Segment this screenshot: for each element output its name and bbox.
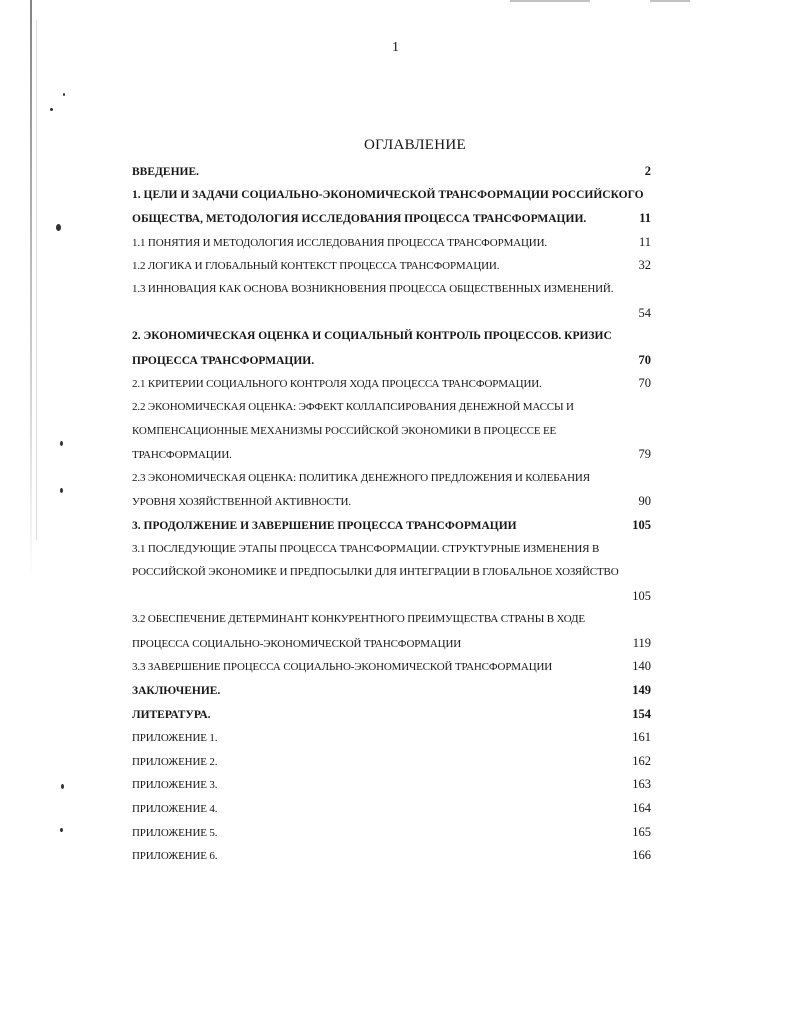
scan-edge-artifact [30, 0, 32, 580]
toc-entry [132, 207, 651, 231]
toc-entry-title: ПРИЛОЖЕНИЕ 3. [132, 779, 218, 792]
scan-speck [56, 224, 61, 231]
toc-entry [132, 231, 651, 255]
toc-entry-title: 3.1 ПОСЛЕДУЮЩИЕ ЭТАПЫ ПРОЦЕССА ТРАНСФОРМАЦИИ. СТРУКТУРНЫЕ ИЗМЕНЕНИЯ В [132, 542, 600, 555]
table-of-contents [132, 160, 651, 868]
toc-entry-page: 2 [644, 164, 651, 178]
toc-entry [132, 655, 651, 679]
scan-top-artifact [650, 0, 690, 2]
toc-entry-title: ПРИЛОЖЕНИЕ 4. [132, 803, 218, 816]
toc-entry [132, 561, 651, 585]
toc-entry-title: 1.3 ИННОВАЦИЯ КАК ОСНОВА ВОЗНИКНОВЕНИЯ ПРОЦЕССА ОБЩЕСТВЕННЫХ ИЗМЕНЕНИЙ. [132, 282, 614, 295]
toc-entry-title: 2. ЭКОНОМИЧЕСКАЯ ОЦЕНКА И СОЦИАЛЬНЫЙ КОНТРОЛЬ ПРОЦЕССОВ. КРИЗИС [132, 330, 612, 343]
toc-entry [132, 750, 651, 774]
toc-entry-page: 119 [632, 635, 651, 650]
toc-entry-page: 79 [638, 447, 651, 462]
toc-entry-page: 32 [638, 258, 651, 273]
toc-entry-page: 105 [632, 588, 651, 603]
toc-entry-title: ЛИТЕРАТУРА. [132, 708, 211, 721]
toc-entry-title: ВВЕДЕНИЕ. [132, 166, 200, 178]
toc-entry [132, 160, 651, 184]
scan-top-artifact [510, 0, 590, 2]
toc-entry [132, 632, 651, 656]
toc-entry-title: 3.3 ЗАВЕРШЕНИЕ ПРОЦЕССА СОЦИАЛЬНО-ЭКОНОМИЧЕСКОЙ ТРАНСФОРМАЦИИ [132, 661, 553, 674]
scan-edge-artifact [36, 20, 37, 540]
toc-entry-title: РОССИЙСКОЙ ЭКОНОМИКЕ И ПРЕДПОСЫЛКИ ДЛЯ ИНТЕГРАЦИИ В ГЛОБАЛЬНОЕ ХОЗЯЙСТВО [132, 566, 619, 579]
toc-entry-title: ЗАКЛЮЧЕНИЕ. [132, 685, 221, 698]
toc-entry-title: ПРОЦЕССА СОЦИАЛЬНО-ЭКОНОМИЧЕСКОЙ ТРАНСФОРМАЦИИ [132, 637, 462, 650]
toc-entry [132, 821, 651, 845]
toc-entry-title: 3.2 ОБЕСПЕЧЕНИЕ ДЕТЕРМИНАНТ КОНКУРЕНТНОГО ПРЕИМУЩЕСТВА СТРАНЫ В ХОДЕ [132, 613, 585, 626]
toc-entry-page: 161 [632, 730, 651, 745]
toc-entry-title: ОБЩЕСТВА, МЕТОДОЛОГИЯ ИССЛЕДОВАНИЯ ПРОЦЕССА ТРАНСФОРМАЦИИ. [132, 213, 587, 226]
toc-entry-page: 54 [638, 305, 651, 320]
toc-entry-page: 105 [632, 517, 651, 532]
toc-entry [132, 538, 651, 562]
toc-entry [132, 302, 651, 326]
toc-entry-title: ПРИЛОЖЕНИЕ 6. [132, 850, 218, 863]
toc-entry-title: КОМПЕНСАЦИОННЫЕ МЕХАНИЗМЫ РОССИЙСКОЙ ЭКОНОМИКИ В ПРОЦЕССЕ ЕЕ [132, 424, 557, 437]
toc-entry-title: 2.2 ЭКОНОМИЧЕСКАЯ ОЦЕНКА: ЭФФЕКТ КОЛЛАПСИРОВАНИЯ ДЕНЕЖНОЙ МАССЫ И [132, 400, 574, 413]
toc-entry-page: 11 [639, 211, 651, 226]
toc-entry-page: 70 [638, 352, 651, 367]
toc-title: ОГЛАВЛЕНИЕ [364, 137, 466, 153]
toc-entry [132, 797, 651, 821]
toc-entry-title: ПРИЛОЖЕНИЕ 1. [132, 732, 218, 745]
toc-entry-page: 162 [632, 753, 651, 768]
toc-entry-page: 165 [632, 824, 651, 839]
toc-entry-title: 3. ПРОДОЛЖЕНИЕ И ЗАВЕРШЕНИЕ ПРОЦЕССА ТРАНСФОРМАЦИИ [132, 519, 517, 532]
toc-entry [132, 490, 651, 514]
toc-entry-page: 70 [638, 376, 651, 391]
toc-entry [132, 325, 651, 349]
toc-entry-title: ПРИЛОЖЕНИЕ 2. [132, 755, 218, 768]
toc-entry [132, 467, 651, 491]
toc-entry-title: ТРАНСФОРМАЦИИ. [132, 449, 232, 462]
toc-entry-title: ПРИЛОЖЕНИЕ 5. [132, 826, 218, 839]
toc-entry [132, 372, 651, 396]
scan-speck [63, 93, 65, 96]
scan-speck [60, 828, 63, 832]
toc-entry-title: ПРОЦЕССА ТРАНСФОРМАЦИИ. [132, 354, 315, 367]
toc-entry [132, 608, 651, 632]
toc-entry-page: 149 [632, 683, 651, 698]
toc-entry-title: 1.2 ЛОГИКА И ГЛОБАЛЬНЫЙ КОНТЕКСТ ПРОЦЕССА ТРАНСФОРМАЦИИ. [132, 260, 500, 273]
toc-entry-page: 154 [632, 706, 651, 721]
toc-entry-page: 11 [638, 234, 651, 249]
toc-entry [132, 844, 651, 868]
toc-entry-title: 2.1 КРИТЕРИИ СОЦИАЛЬНОГО КОНТРОЛЯ ХОДА ПРОЦЕССА ТРАНСФОРМАЦИИ. [132, 378, 542, 391]
toc-entry-page: 163 [632, 777, 651, 792]
scan-speck [61, 784, 64, 789]
toc-entry [132, 514, 651, 538]
toc-entry [132, 278, 651, 302]
page-number: 1 [392, 40, 399, 55]
scan-speck [50, 108, 53, 111]
toc-entry-title: 1. ЦЕЛИ И ЗАДАЧИ СОЦИАЛЬНО-ЭКОНОМИЧЕСКОЙ ТРАНСФОРМАЦИИ РОССИЙСКОГО [132, 188, 644, 201]
toc-entry-title: УРОВНЯ ХОЗЯЙСТВЕННОЙ АКТИВНОСТИ. [132, 496, 351, 509]
toc-entry [132, 254, 651, 278]
scan-speck [60, 488, 63, 493]
toc-entry [132, 420, 651, 444]
toc-entry [132, 679, 651, 703]
scan-speck [60, 441, 63, 446]
toc-entry-title: 1.1 ПОНЯТИЯ И МЕТОДОЛОГИЯ ИССЛЕДОВАНИЯ ПРОЦЕССА ТРАНСФОРМАЦИИ. [132, 236, 547, 249]
toc-entry [132, 184, 651, 208]
toc-entry [132, 773, 651, 797]
toc-entry [132, 349, 651, 373]
toc-entry [132, 726, 651, 750]
toc-entry-page: 140 [632, 659, 651, 674]
toc-entry-page: 166 [632, 848, 651, 863]
toc-entry [132, 396, 651, 420]
toc-entry-page: 164 [632, 801, 651, 816]
toc-entry [132, 443, 651, 467]
toc-entry [132, 585, 651, 609]
toc-entry [132, 703, 651, 727]
toc-entry-title: 2.3 ЭКОНОМИЧЕСКАЯ ОЦЕНКА: ПОЛИТИКА ДЕНЕЖНОГО ПРЕДЛОЖЕНИЯ И КОЛЕБАНИЯ [132, 471, 590, 484]
toc-entry-page: 90 [638, 494, 651, 509]
